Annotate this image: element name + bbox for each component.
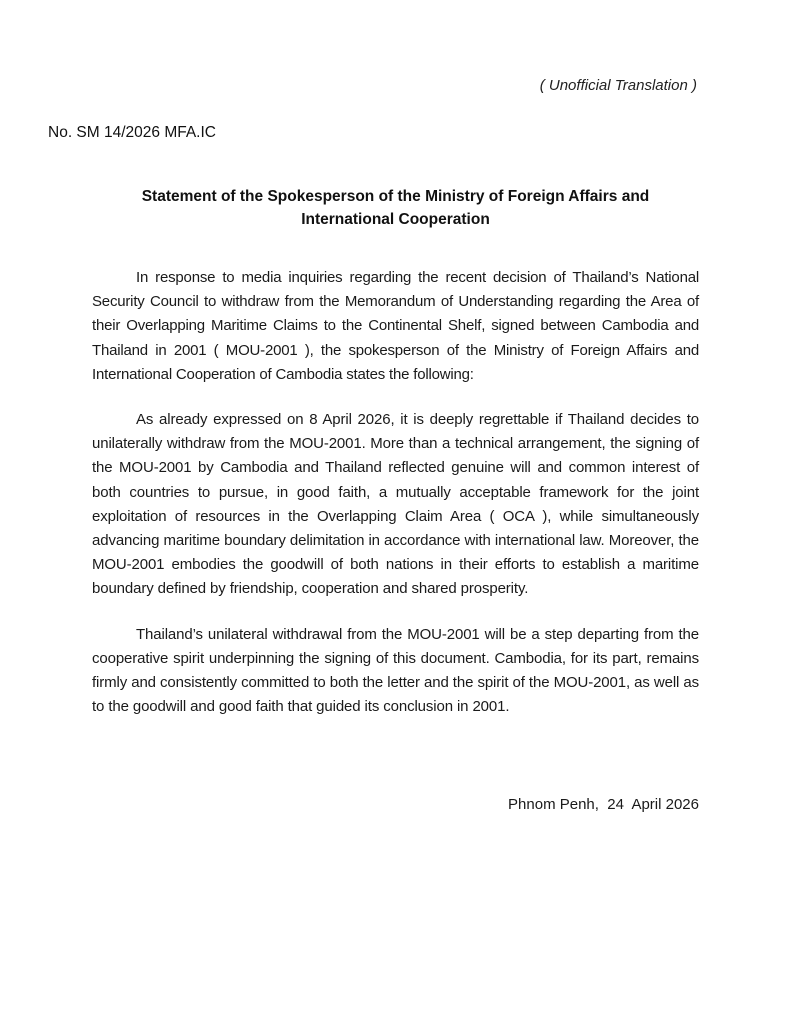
- reference-number: No. SM 14/2026 MFA.IC: [48, 124, 216, 141]
- statement-title-line-2: International Cooperation: [301, 211, 490, 228]
- paragraph-3: Thailand’s unilateral withdrawal from the MOU-2001 will be a step departing from the cooperative spirit underpinning the signing of this document. Cambodia, for its part, remains firmly and consistently committed to both the letter and the spirit of the MOU-2001, as well as to the goodwill and good faith that guided its conclusion in 2001.: [92, 625, 699, 716]
- paragraph-2: As already expressed on 8 April 2026, it is deeply regrettable if Thailand decides to unilaterally withdraw from the MOU-2001. More than a technical arrangement, the signing of the MOU-2001 by Cambodia and Thailand reflected genuine will and common interest of both countries to pursue, in good faith, a mutually acceptable framework for the joint exploitation of resources in the Overlapping Claim Area ( OCA ), while simultaneously advancing maritime boundary delimitation in accordance with international law. Moreover, the MOU-2001 embodies the goodwill of both nations in their efforts to establish a maritime boundary defined by friendship, cooperation and shared prosperity.: [92, 411, 699, 598]
- statement-title-line-1: Statement of the Spokesperson of the Ministry of Foreign Affairs and: [141, 188, 650, 205]
- statement-body: [92, 266, 699, 740]
- unofficial-translation-note: ( Unofficial Translation ): [539, 77, 697, 94]
- paragraph-1: In response to media inquiries regarding the recent decision of Thailand’s National Security Council to withdraw from the Memorandum of Understanding regarding the Area of their Overlapping Maritime Claims to the Continental Shelf, signed between Cambodia and Thailand in 2001 ( MOU-2001 ), the spokesperson of the Ministry of Foreign Affairs and International Cooperation of Cambodia states the following:: [92, 269, 699, 383]
- place-and-date: Phnom Penh, 24 April 2026: [508, 796, 699, 813]
- statement-title: [80, 185, 711, 231]
